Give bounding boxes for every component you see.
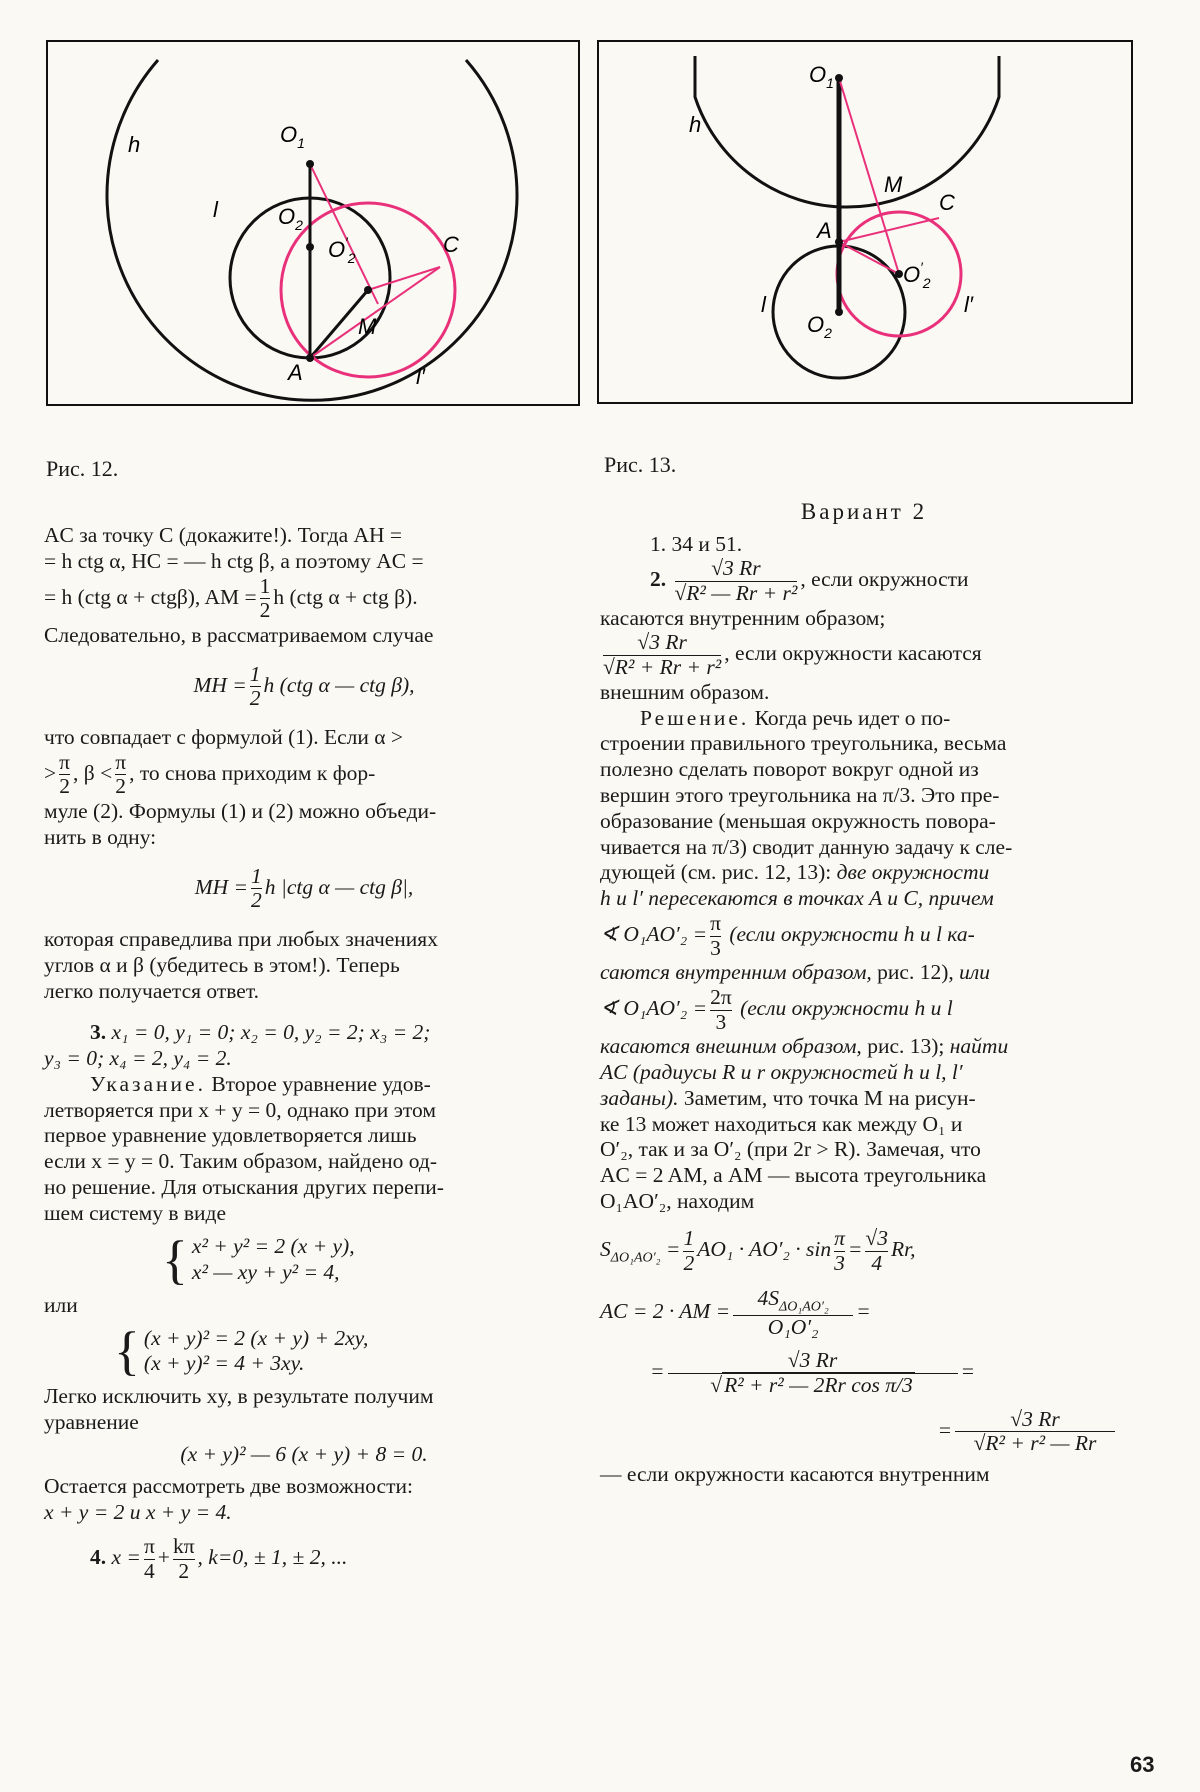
text-line: образование (меньшая окружность повора- [600,808,996,833]
text-line: > $\frac{\pi}{2}$ , β < $\frac{\pi}{2}$ , то снова приходим к фор- [44,749,376,799]
point-o2-prime [895,270,903,278]
segment-o1-m [310,164,378,304]
label-l: l [213,197,218,222]
text-line: шем систему в виде [44,1200,227,1225]
label-l: l [761,292,766,317]
text-line: — если окружности касаются внутренним [600,1462,990,1487]
text-line: или [44,1292,78,1317]
text-line: Следовательно, в рассматриваемом случае [44,622,434,647]
label-a: A [817,218,832,243]
text-line: внешним образом. [600,679,770,704]
text-line: AC за точку C (докажите!). Тогда AH = [44,523,403,547]
figure-13-drawing [599,42,1131,402]
point-a [835,238,843,246]
text-line: ке 13 может находиться как между O₁ и [600,1111,963,1136]
text-line: Легко исключить xy, в результате получим [44,1384,434,1409]
point-o2-prime [364,286,372,294]
left-column [44,523,564,1584]
text-line: дующей (см. рис. 12, 13): две окружности [600,860,990,885]
equation: MH = $\frac{1}{2}$ h |ctg α — ctg β|, [194,863,414,913]
label-c: C [443,232,459,257]
label-o2: $O_2$ [278,204,303,233]
label-l-prime: l′ [416,364,426,389]
label-h: h [689,112,702,137]
label-a: A [288,360,303,385]
formula-ac-2: = $\frac{√3 Rr}{\text{√R² + r² — 2Rr cos π/3}}$ = [650,1348,976,1398]
segment-o2p-c [368,267,440,290]
right-column [600,498,1128,1488]
text-line: муле (2). Формулы (1) и (2) можно объеди- [44,799,437,824]
system-2: { (x + y)² = 2 (x + y) + 2xy, (x + y)² = 4 + 3xy. [114,1321,369,1382]
caption-fig13: Рис. 13. [604,452,677,477]
text-line: чивается на π/3) сводит данную задачу к сле- [600,834,1013,859]
circle-h [107,60,517,400]
text-line: Решение. Когда речь идет о по- [640,705,951,730]
text-line: y₃ = 0; x₄ = 2, y₄ = 2. [44,1046,232,1071]
text-line: уравнение [44,1410,139,1435]
text-line: ∢ O₁AO′₂ = $\frac{2\pi}{3}$ (если окружности h и l [600,985,953,1034]
label-o1: $O_1$ [280,122,305,151]
text-line: Указание. Второе уравнение удов- [90,1071,431,1096]
text-line: $\frac{√3 Rr}{\text{√R² + Rr + r²}}$ , если окружности касаются [603,630,982,680]
equation: MH = $\frac{1}{2}$ h (ctg α — ctg β), [193,661,415,711]
text-line: нить в одну: [44,824,157,849]
figure-13 [597,40,1133,404]
text-line: первое уравнение удовлетворяется лишь [44,1123,417,1148]
variant-heading: Вариант 2 [800,499,928,524]
text-line: O₁AO′₂, находим [600,1189,755,1214]
answer-4: 4. x = $\frac{\pi}{4}$ + $\frac{k\pi}{2}$ , k=0, ± 1, ± 2, ... [90,1534,348,1584]
text-line: легко получается ответ. [44,978,259,1003]
text-line: полезно сделать поворот вокруг одной из [600,757,979,782]
segment-a-c [310,267,440,358]
text-line: летворяется при x + y = 0, однако при этом [44,1097,436,1122]
point-o1 [306,160,314,168]
label-m: M [358,314,377,339]
text-line: = h ctg α, HC = — h ctg β, а поэтому AC = [44,548,424,573]
point-o2 [306,243,314,251]
text-line: углов α и β (убедитесь в этом!). Теперь [44,952,400,977]
answer-3: 3. x₁ = 0, y₁ = 0; x₂ = 0, y₂ = 2; x₃ = 2; [90,1020,431,1045]
text-line: заданы). Заметим, что точка M на рисун- [600,1085,976,1110]
equation: (x + y)² — 6 (x + y) + 8 = 0. [180,1442,428,1467]
label-h: h [128,132,141,157]
text-line: AC = 2 AM, а AM — высота треугольника [600,1163,987,1188]
figure-12-drawing [48,42,578,404]
label-o2: $O_2$ [807,312,832,341]
label-c: C [939,190,955,215]
point-o2 [835,308,843,316]
answer-1: 1. 34 и 51. [650,531,743,556]
caption-fig12: Рис. 12. [46,456,119,481]
formula-ac: AC = 2 · AM = $\frac{4S_{\Delta O_1AO'_2}}{\text{O₁O′₂}}$ = [600,1286,871,1339]
text-line: касаются внешним образом, рис. 13); найти [600,1034,1009,1059]
system-1: { x² + y² = 2 (x + y), x² — xy + y² = 4, [162,1229,355,1290]
text-line: касаются внутренним образом; [600,605,886,630]
text-line: если x = y = 0. Таким образом, найдено од- [44,1149,437,1174]
text-line: ∢ O₁AO′₂ = $\frac{\pi}{3}$ (если окружности h и l ка- [600,910,975,960]
label-o1: $O_1$ [809,62,834,91]
text-line: h и l′ пересекаются в точках A и C, причем [600,886,994,911]
text-line: вершин этого треугольника на π/3. Это пре- [600,782,1000,807]
text-line: саются внутренним образом, рис. 12), или [600,960,991,985]
circle-h [695,56,999,207]
label-o2-prime: $O'_2$ [903,259,931,291]
text-line: AC (радиусы R и r окружностей h и l, l′ [600,1060,963,1085]
label-m: M [884,172,903,197]
text-line: что совпадает с формулой (1). Если α > [44,724,404,749]
text-line: но решение. Для отыскания других перепи- [44,1175,444,1200]
point-a [306,354,314,362]
formula-ac-3: = $\frac{√3 Rr}{\text{√R² + r² — Rr}}$ [600,1408,1128,1456]
text-line: которая справедлива при любых значениях [44,926,438,951]
text-line: = h (ctg α + ctgβ), AM = $\frac{1}{2}$ h (ctg α + ctg β). [44,573,418,623]
text-line: x + y = 2 и x + y = 4. [44,1499,232,1524]
label-l-prime: l′ [964,292,974,317]
figure-12 [46,40,580,406]
text-line: строении правильного треугольника, весьма [600,731,1007,756]
text-line: Остается рассмотреть две возможности: [44,1473,413,1498]
formula-area: $S_{\Delta O_1AO'_2}$ = $\frac{1}{2}$ AO₁ · AO′₂ · sin $\frac{\pi}{3}$ = $\frac{√3}{4}$ Rr, [600,1225,916,1275]
label-o2-prime: $O'_2$ [328,234,356,266]
answer-2: 2. $\frac{√3 Rr}{\text{√R² — Rr + r²}}$ , если окружности [650,556,969,606]
point-o1 [835,74,843,82]
page-number: 63 [1130,1752,1155,1777]
text-line: O′₂, так и за O′₂ (при 2r > R). Замечая, что [600,1137,981,1162]
